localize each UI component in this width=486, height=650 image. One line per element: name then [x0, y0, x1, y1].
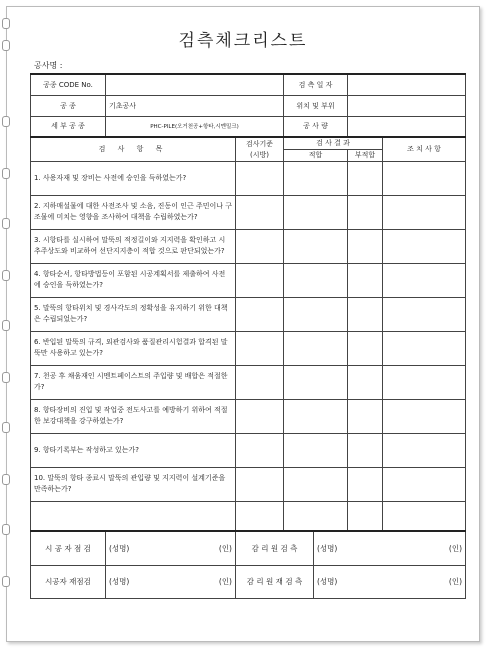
criteria-cell[interactable]	[236, 331, 284, 365]
checklist-table	[30, 73, 466, 599]
supervisor-recheck-sign[interactable]	[314, 565, 466, 598]
result-header: 검 사 결 과	[284, 137, 383, 149]
location-value[interactable]	[348, 95, 466, 116]
supervisor-check-label: 감 리 원 검 측	[236, 531, 314, 565]
code-value[interactable]	[106, 74, 284, 95]
binder-ring	[2, 168, 10, 179]
ng-cell[interactable]	[348, 263, 383, 297]
ok-cell[interactable]	[284, 433, 348, 467]
checklist-row	[31, 161, 466, 195]
check-item-text: 3. 시항타를 실시하여 말뚝의 적정길이와 지지력을 확인하고 시추주상도와 비교하여 선단지지층이 적합 것으로 판단되었는가?	[31, 229, 236, 263]
action-cell[interactable]	[383, 297, 466, 331]
ng-cell[interactable]	[348, 433, 383, 467]
action-cell[interactable]	[383, 331, 466, 365]
ok-cell[interactable]	[284, 331, 348, 365]
check-item-text: 5. 말뚝의 항타위치 및 경사각도의 정확성을 유지하기 위한 대책은 수립되었는가?	[31, 297, 236, 331]
binder-ring	[2, 576, 10, 587]
ok-cell[interactable]	[284, 229, 348, 263]
ok-cell[interactable]	[284, 297, 348, 331]
empty-row	[31, 501, 466, 531]
action-cell[interactable]	[383, 263, 466, 297]
quantity-label: 공 사 량	[284, 116, 348, 137]
ng-cell[interactable]	[348, 161, 383, 195]
site-name-label: 공사명 :	[34, 61, 63, 70]
date-label: 검 측 일 자	[284, 74, 348, 95]
checklist-row	[31, 297, 466, 331]
criteria-cell[interactable]	[236, 161, 284, 195]
check-item-text: 8. 항타장비의 진입 및 작업중 전도사고를 예방하기 위하여 적절한 보강대책을 강구하였는가?	[31, 399, 236, 433]
ng-cell[interactable]	[348, 331, 383, 365]
checklist-row	[31, 331, 466, 365]
ng-cell[interactable]	[348, 297, 383, 331]
criteria-cell[interactable]	[236, 229, 284, 263]
check-item-text: 4. 항타순서, 항타방법등이 포함된 시공계획서를 제출하여 사전에 승인을 득하였는가?	[31, 263, 236, 297]
ng-cell[interactable]	[348, 399, 383, 433]
seal-label: (인)	[448, 543, 463, 553]
ng-cell[interactable]	[348, 365, 383, 399]
binder-ring	[2, 474, 10, 485]
date-value[interactable]	[348, 74, 466, 95]
check-item-text: 9. 항타기록부는 작성하고 있는가?	[31, 433, 236, 467]
ng-cell[interactable]	[348, 195, 383, 229]
seal-label: (인)	[448, 577, 463, 586]
builder-check-label: 시 공 자 점 검	[31, 531, 106, 565]
ng-cell[interactable]	[348, 467, 383, 501]
ng-header: 부적합	[348, 149, 383, 161]
ok-cell[interactable]	[284, 365, 348, 399]
action-cell[interactable]	[383, 365, 466, 399]
criteria-cell[interactable]	[236, 433, 284, 467]
checklist-row	[31, 399, 466, 433]
criteria-cell[interactable]	[236, 467, 284, 501]
criteria-cell[interactable]	[236, 399, 284, 433]
action-cell[interactable]	[383, 467, 466, 501]
items-header: 검 사 항 목	[31, 137, 236, 161]
ok-header: 적합	[284, 149, 348, 161]
action-header: 조 치 사 항	[383, 137, 466, 161]
seal-label: (인)	[218, 577, 232, 586]
check-item-text: 6. 반입된 말뚝의 규격, 외관검사와 품질관리시험결과 합격된 말뚝만 사용하고 있는가?	[31, 331, 236, 365]
ng-cell[interactable]	[348, 229, 383, 263]
builder-recheck-sign[interactable]	[106, 565, 236, 598]
checklist-row	[31, 195, 466, 229]
seal-label: (인)	[218, 543, 232, 553]
trade-value: 기초공사	[106, 95, 284, 116]
criteria-subheader: (시방)	[236, 149, 284, 161]
check-item-text: 1. 사용자재 및 장비는 사전에 승인을 득하였는가?	[31, 161, 236, 195]
supervisor-recheck-label: 감 리 원 재 검 측	[236, 565, 314, 598]
sign-name-label: (성명)	[317, 577, 338, 586]
check-item-text: 10. 말뚝의 항타 종료시 말뚝의 관입량 및 지지력이 설계기준을 만족하는가?	[31, 467, 236, 501]
criteria-cell[interactable]	[236, 263, 284, 297]
binder-ring	[2, 270, 10, 281]
ok-cell[interactable]	[284, 263, 348, 297]
detail-label: 세 부 공 종	[31, 116, 106, 137]
binder-ring	[2, 320, 10, 331]
page-title: 검측체크리스트	[178, 31, 308, 51]
action-cell[interactable]	[383, 161, 466, 195]
ok-cell[interactable]	[284, 161, 348, 195]
binder-ring	[2, 218, 10, 229]
sign-name-label: (성명)	[109, 577, 130, 586]
checklist-row	[31, 229, 466, 263]
action-cell[interactable]	[383, 433, 466, 467]
builder-recheck-label: 시공자 재점검	[31, 565, 106, 598]
supervisor-check-sign[interactable]	[314, 531, 466, 565]
location-label: 위치 및 부위	[284, 95, 348, 116]
check-item-text: 7. 천공 후 채움재인 시멘트페이스트의 주입량 및 배합은 적절한가?	[31, 365, 236, 399]
binder-ring	[2, 422, 10, 433]
checklist-row	[31, 365, 466, 399]
criteria-header: 검사기준	[236, 137, 284, 149]
criteria-cell[interactable]	[236, 297, 284, 331]
criteria-cell[interactable]	[236, 195, 284, 229]
binder-ring	[2, 372, 10, 383]
sign-name-label: (성명)	[109, 543, 130, 553]
action-cell[interactable]	[383, 229, 466, 263]
checklist-row	[31, 467, 466, 501]
check-item-text: 2. 지하매설물에 대한 사전조사 및 소음, 진동이 인근 주민이나 구조물에 미치는 영향을 조사하여 대책을 수립하였는가?	[31, 195, 236, 229]
ok-cell[interactable]	[284, 399, 348, 433]
ok-cell[interactable]	[284, 467, 348, 501]
action-cell[interactable]	[383, 195, 466, 229]
binder-ring	[2, 524, 10, 535]
checklist-row	[31, 433, 466, 467]
trade-label: 공 종	[31, 95, 106, 116]
builder-check-sign[interactable]	[106, 531, 236, 565]
checklist-row	[31, 263, 466, 297]
code-label: 공종 CODE No.	[31, 74, 106, 95]
criteria-cell[interactable]	[236, 365, 284, 399]
quantity-value[interactable]	[348, 116, 466, 137]
detail-value: PHC-PILE(오거천공+항타,시멘밀크)	[106, 116, 284, 137]
action-cell[interactable]	[383, 399, 466, 433]
sign-name-label: (성명)	[317, 543, 338, 553]
ok-cell[interactable]	[284, 195, 348, 229]
binder-ring	[2, 116, 10, 127]
